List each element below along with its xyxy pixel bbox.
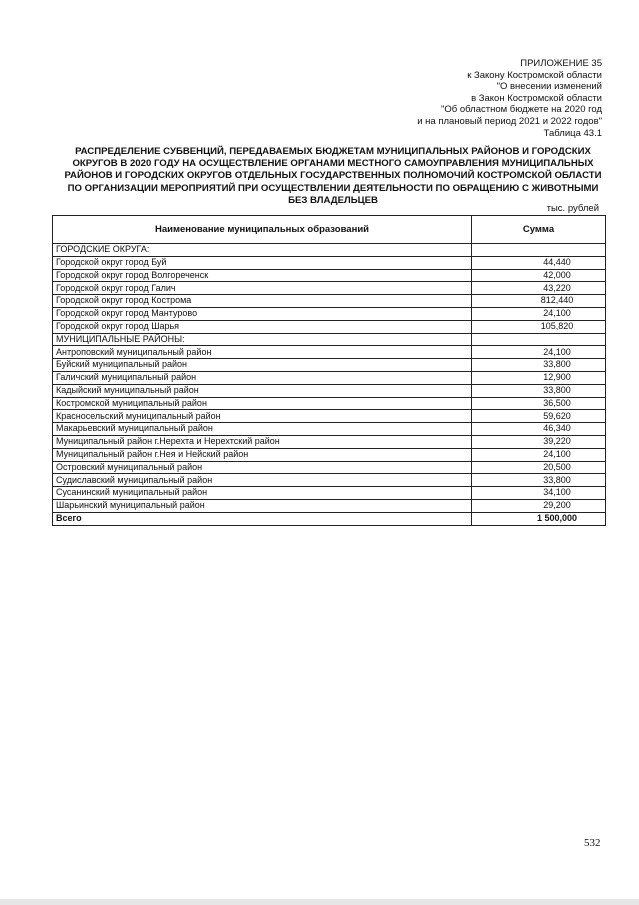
appendix-header bbox=[417, 58, 602, 139]
row-name: Городской округ город Галич bbox=[53, 282, 472, 295]
table-row bbox=[53, 333, 606, 346]
table-row bbox=[53, 269, 606, 282]
row-name: Муниципальный район г.Нерехта и Нерехтский район bbox=[53, 435, 472, 448]
title-line: РАЙОНОВ И ГОРОДСКИХ ОКРУГОВ ОТДЕЛЬНЫХ ГОСУДАРСТВЕННЫХ ПОЛНОМОЧИЙ КОСТРОМСКОЙ ОБЛАСТИ bbox=[64, 170, 602, 182]
row-name: Антроповский муниципальный район bbox=[53, 346, 472, 359]
row-amount: 46,340 bbox=[472, 423, 606, 436]
row-amount: 39,220 bbox=[472, 435, 606, 448]
table-row bbox=[53, 359, 606, 372]
row-amount: 20,500 bbox=[472, 461, 606, 474]
column-header-name: Наименование муниципальных образований bbox=[53, 216, 472, 244]
total-amount: 1 500,000 bbox=[472, 512, 606, 525]
units-label: тыс. рублей bbox=[546, 203, 599, 214]
row-name: Городской округ город Мантурово bbox=[53, 307, 472, 320]
table-row bbox=[53, 244, 606, 257]
row-amount: 33,800 bbox=[472, 359, 606, 372]
row-amount: 42,000 bbox=[472, 269, 606, 282]
table-row bbox=[53, 461, 606, 474]
header-line: ПРИЛОЖЕНИЕ 35 bbox=[520, 58, 602, 69]
row-amount: 812,440 bbox=[472, 295, 606, 308]
row-amount: 24,100 bbox=[472, 448, 606, 461]
column-header-amount: Сумма bbox=[472, 216, 606, 244]
row-amount: 24,100 bbox=[472, 346, 606, 359]
row-amount: 105,820 bbox=[472, 320, 606, 333]
table-row bbox=[53, 435, 606, 448]
row-name: МУНИЦИПАЛЬНЫЕ РАЙОНЫ: bbox=[53, 333, 472, 346]
row-amount: 44,440 bbox=[472, 256, 606, 269]
row-name: Галичский муниципальный район bbox=[53, 371, 472, 384]
table-row bbox=[53, 487, 606, 500]
row-name: Городской округ город Кострома bbox=[53, 295, 472, 308]
table-row bbox=[53, 295, 606, 308]
table-row bbox=[53, 474, 606, 487]
table-row bbox=[53, 346, 606, 359]
table-row bbox=[53, 307, 606, 320]
row-amount: 29,200 bbox=[472, 499, 606, 512]
header-line: "О внесении изменений bbox=[496, 81, 602, 93]
row-amount: 59,620 bbox=[472, 410, 606, 423]
page-number: 532 bbox=[584, 837, 601, 849]
table-row bbox=[53, 371, 606, 384]
row-amount: 43,220 bbox=[472, 282, 606, 295]
row-name: Шарьинский муниципальный район bbox=[53, 499, 472, 512]
subsidy-table bbox=[52, 215, 606, 526]
title-line: БЕЗ ВЛАДЕЛЬЦЕВ bbox=[288, 194, 378, 206]
row-amount: 36,500 bbox=[472, 397, 606, 410]
table-row bbox=[53, 410, 606, 423]
row-name: Красносельский муниципальный район bbox=[53, 410, 472, 423]
row-name: Островский муниципальный район bbox=[53, 461, 472, 474]
row-amount: 33,800 bbox=[472, 384, 606, 397]
table-row bbox=[53, 256, 606, 269]
table-row bbox=[53, 320, 606, 333]
table-row bbox=[53, 423, 606, 436]
title-line: ПО ОРГАНИЗАЦИИ МЕРОПРИЯТИЙ ПРИ ОСУЩЕСТВЛЕНИИ ДЕЯТЕЛЬНОСТИ ПО ОБРАЩЕНИЮ С ЖИВОТНЫМИ bbox=[67, 182, 599, 194]
table-row bbox=[53, 397, 606, 410]
row-name: Городской округ город Шарья bbox=[53, 320, 472, 333]
scan-edge bbox=[0, 899, 639, 905]
table-body bbox=[53, 244, 606, 526]
table-header-row bbox=[53, 216, 606, 244]
row-amount: 33,800 bbox=[472, 474, 606, 487]
total-row bbox=[53, 512, 606, 525]
header-line: в Закон Костромской области bbox=[471, 92, 602, 104]
row-name: Муниципальный район г.Нея и Нейский район bbox=[53, 448, 472, 461]
header-line: и на плановый период 2021 и 2022 годов" bbox=[417, 115, 602, 127]
header-line: к Закону Костромской области bbox=[467, 69, 602, 81]
table-row bbox=[53, 384, 606, 397]
row-amount: 34,100 bbox=[472, 487, 606, 500]
row-name: Костромской муниципальный район bbox=[53, 397, 472, 410]
title-line: ОКРУГОВ В 2020 ГОДУ НА ОСУЩЕСТВЛЕНИЕ ОРГАНАМИ МЕСТНОГО САМОУПРАВЛЕНИЯ МУНИЦИПАЛЬНЫХ bbox=[72, 158, 594, 170]
row-name: Буйский муниципальный район bbox=[53, 359, 472, 372]
row-amount: 24,100 bbox=[472, 307, 606, 320]
table-number: Таблица 43.1 bbox=[543, 127, 602, 139]
document-title bbox=[58, 146, 608, 207]
row-amount bbox=[472, 244, 606, 257]
row-amount: 12,900 bbox=[472, 371, 606, 384]
header-line: "Об областном бюджете на 2020 год bbox=[441, 104, 602, 116]
table-row bbox=[53, 282, 606, 295]
row-name: Макарьевский муниципальный район bbox=[53, 423, 472, 436]
title-line: РАСПРЕДЕЛЕНИЕ СУБВЕНЦИЙ, ПЕРЕДАВАЕМЫХ БЮДЖЕТАМ МУНИЦИПАЛЬНЫХ РАЙОНОВ И ГОРОДСКИХ bbox=[75, 146, 591, 157]
total-label: Всего bbox=[53, 512, 472, 525]
row-name: ГОРОДСКИЕ ОКРУГА: bbox=[53, 244, 472, 257]
row-name: Городской округ город Волгореченск bbox=[53, 269, 472, 282]
row-name: Городской округ город Буй bbox=[53, 256, 472, 269]
row-name: Сусанинский муниципальный район bbox=[53, 487, 472, 500]
table-row bbox=[53, 448, 606, 461]
row-amount bbox=[472, 333, 606, 346]
row-name: Судиславский муниципальный район bbox=[53, 474, 472, 487]
row-name: Кадыйский муниципальный район bbox=[53, 384, 472, 397]
table-row bbox=[53, 499, 606, 512]
